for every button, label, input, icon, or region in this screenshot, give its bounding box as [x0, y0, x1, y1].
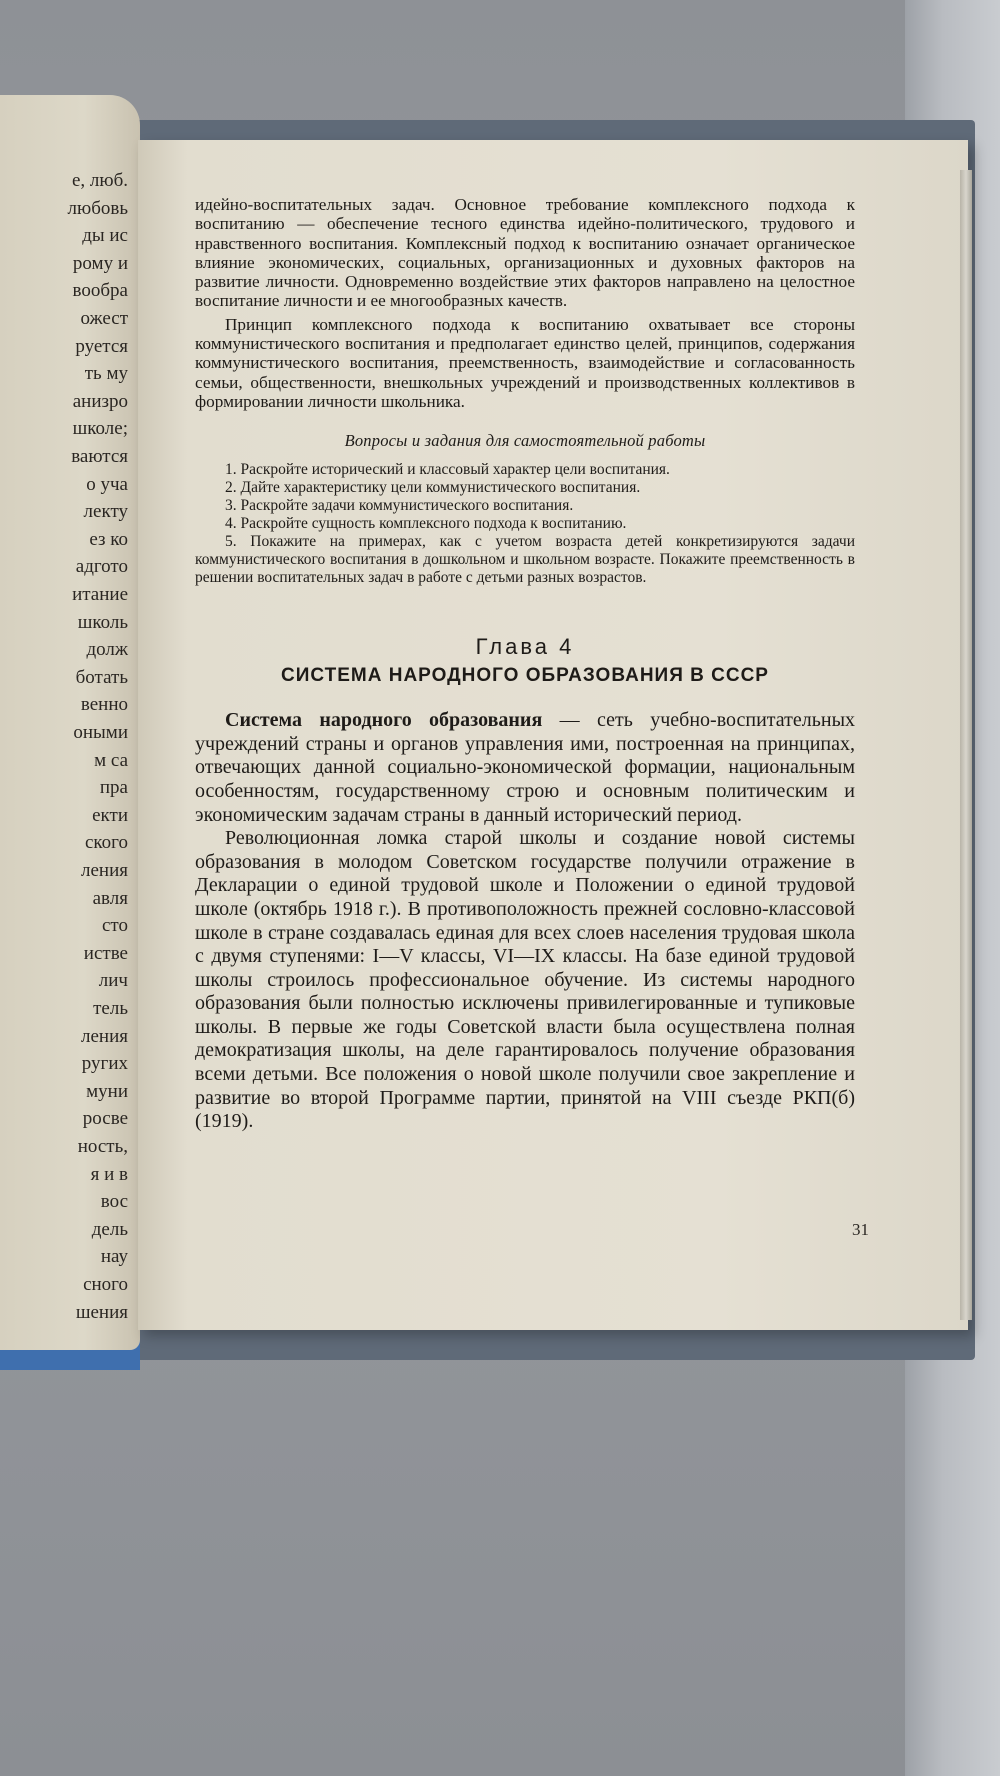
- left-page-line: росве: [82, 1108, 128, 1130]
- questions-list: [195, 461, 855, 587]
- question-item: 5. Покажите на примерах, как с учетом возраста детей конкретизируются задачи коммунистического воспитания в дошкольном и школьном возрасте. Покажите преемственность в решении воспитательных задач в работе с детьми разных возрастов.: [195, 532, 855, 586]
- page-number: 31: [852, 1220, 869, 1239]
- left-page-line: екти: [92, 804, 128, 826]
- question-item: 2. Дайте характеристику цели коммунистического воспитания.: [225, 478, 641, 496]
- left-page-line: школь: [77, 611, 128, 633]
- left-page-line: адгото: [75, 556, 128, 578]
- left-page-line: сто: [102, 915, 128, 937]
- left-page-line: оными: [73, 722, 128, 743]
- left-page-line: ность,: [77, 1136, 128, 1157]
- left-page-line: ботать: [75, 666, 128, 688]
- definition-term: Система народного образования: [225, 709, 543, 732]
- chapter-title: СИСТЕМА НАРОДНОГО ОБРАЗОВАНИЯ В СССР: [281, 664, 769, 686]
- left-page-line: о уча: [86, 473, 128, 495]
- left-page-line: муни: [86, 1080, 128, 1102]
- left-page-line: авля: [92, 887, 128, 909]
- revolution-paragraph: Революционная ломка старой школы и создание новой системы образования в молодом Советском государстве получили отражение в Декларации о единой трудовой школе и Положении о единой трудовой школе (октябрь 1918 г.). В противоположность прежней сословно-классовой школе в стране создавалась единая для всех слоев населения трудовая школа с двумя ступенями: I—V классы, VI—IX классы. На базе единой трудовой школы строилось профессиональное обучение. Из системы народного образования были полностью исключены привилегированные и тупиковые школы. В первые же годы Советской власти была осуществлена полная демократизация школы, на деле гарантировалось получение образования всеми детьми. Все положения о новой школе получили свое закрепление и развитие во второй Программе партии, принятой на VIII съезде РКП(б) (1919).: [195, 827, 855, 1133]
- left-page-line: ть му: [84, 363, 128, 385]
- left-page-line: ез ко: [89, 528, 128, 550]
- left-page-line: м са: [94, 749, 128, 771]
- left-page-line: любовь: [67, 197, 128, 219]
- question-item: 1. Раскройте исторический и классовый характер цели воспитания.: [225, 460, 670, 478]
- page-edge: [960, 170, 972, 1320]
- principle-paragraph: Принцип комплексного подхода к воспитанию охватывает все стороны коммунистического воспитания и предполагает единство целей, принципов, содержания коммунистического воспитания, преемственность, взаимодействие и согласованность семьи, общественности, внешкольных учреждений и производственных коллективов в формировании личности школьника.: [195, 314, 855, 411]
- left-page-line: е, люб.: [71, 170, 128, 191]
- definition-paragraph: [195, 709, 855, 827]
- left-page-line: истве: [83, 942, 128, 964]
- left-page-line: венно: [80, 694, 128, 716]
- chapter-body: [195, 709, 855, 1134]
- left-page-line: тель: [93, 998, 128, 1019]
- question-item: 4. Раскройте сущность комплексного подхода к воспитанию.: [225, 514, 627, 532]
- questions-heading: Вопросы и задания для самостоятельной работы: [344, 431, 706, 451]
- definition-text: — сеть учебно-воспитательных учреждений страны и органов управления ими, построенная на принципах, отвечающих данной социально-экономической формации, национальным особенностям, государственному строю и основным политическим и экономическим задачам страны в данный исторический период.: [195, 709, 856, 826]
- left-page-line: сного: [83, 1274, 128, 1295]
- left-page-line: рому и: [72, 252, 128, 274]
- page-content: [195, 195, 855, 1134]
- left-page-line: ского: [84, 832, 128, 854]
- chapter-label: Глава 4: [475, 633, 575, 659]
- left-page-line: вообра: [72, 280, 128, 302]
- left-page-line: лич: [98, 970, 128, 992]
- left-page-line: пра: [99, 777, 128, 799]
- left-page-line: ругих: [81, 1053, 128, 1075]
- top-paragraph: идейно-воспитательных задач. Основное требование комплексного подхода к воспитанию — обеспечение тесного единства идейно-политического, трудового и нравственного воспитания. Комплексный подход к воспитанию означает органическое влияние экономических, социальных, организационных и духовных факторов на развитие личности. Одновременно воздействие этих факторов направлено на целостное воспитание личности и ее многообразных качеств.: [195, 195, 855, 311]
- left-page-line: анизро: [72, 390, 128, 412]
- left-page-line: дель: [91, 1218, 128, 1240]
- left-page-line: ления: [81, 860, 128, 881]
- left-page-line: ожест: [80, 308, 128, 329]
- question-item: 3. Раскройте задачи коммунистического воспитания.: [225, 496, 574, 514]
- left-page-line: вос: [100, 1191, 128, 1213]
- left-page-line: ваются: [71, 446, 128, 467]
- left-page-line: школе;: [72, 418, 128, 440]
- left-page-line: я и в: [90, 1163, 128, 1185]
- left-page-line: лекту: [83, 501, 128, 523]
- left-page-line: шения: [75, 1301, 128, 1323]
- left-page-line: итание: [72, 584, 128, 605]
- left-page: [0, 95, 140, 1350]
- left-page-line: долж: [86, 639, 128, 661]
- left-page-line: ды ис: [82, 225, 128, 247]
- left-page-line: руется: [75, 335, 128, 357]
- left-page-line: ления: [81, 1025, 128, 1047]
- left-page-line: нау: [100, 1246, 128, 1268]
